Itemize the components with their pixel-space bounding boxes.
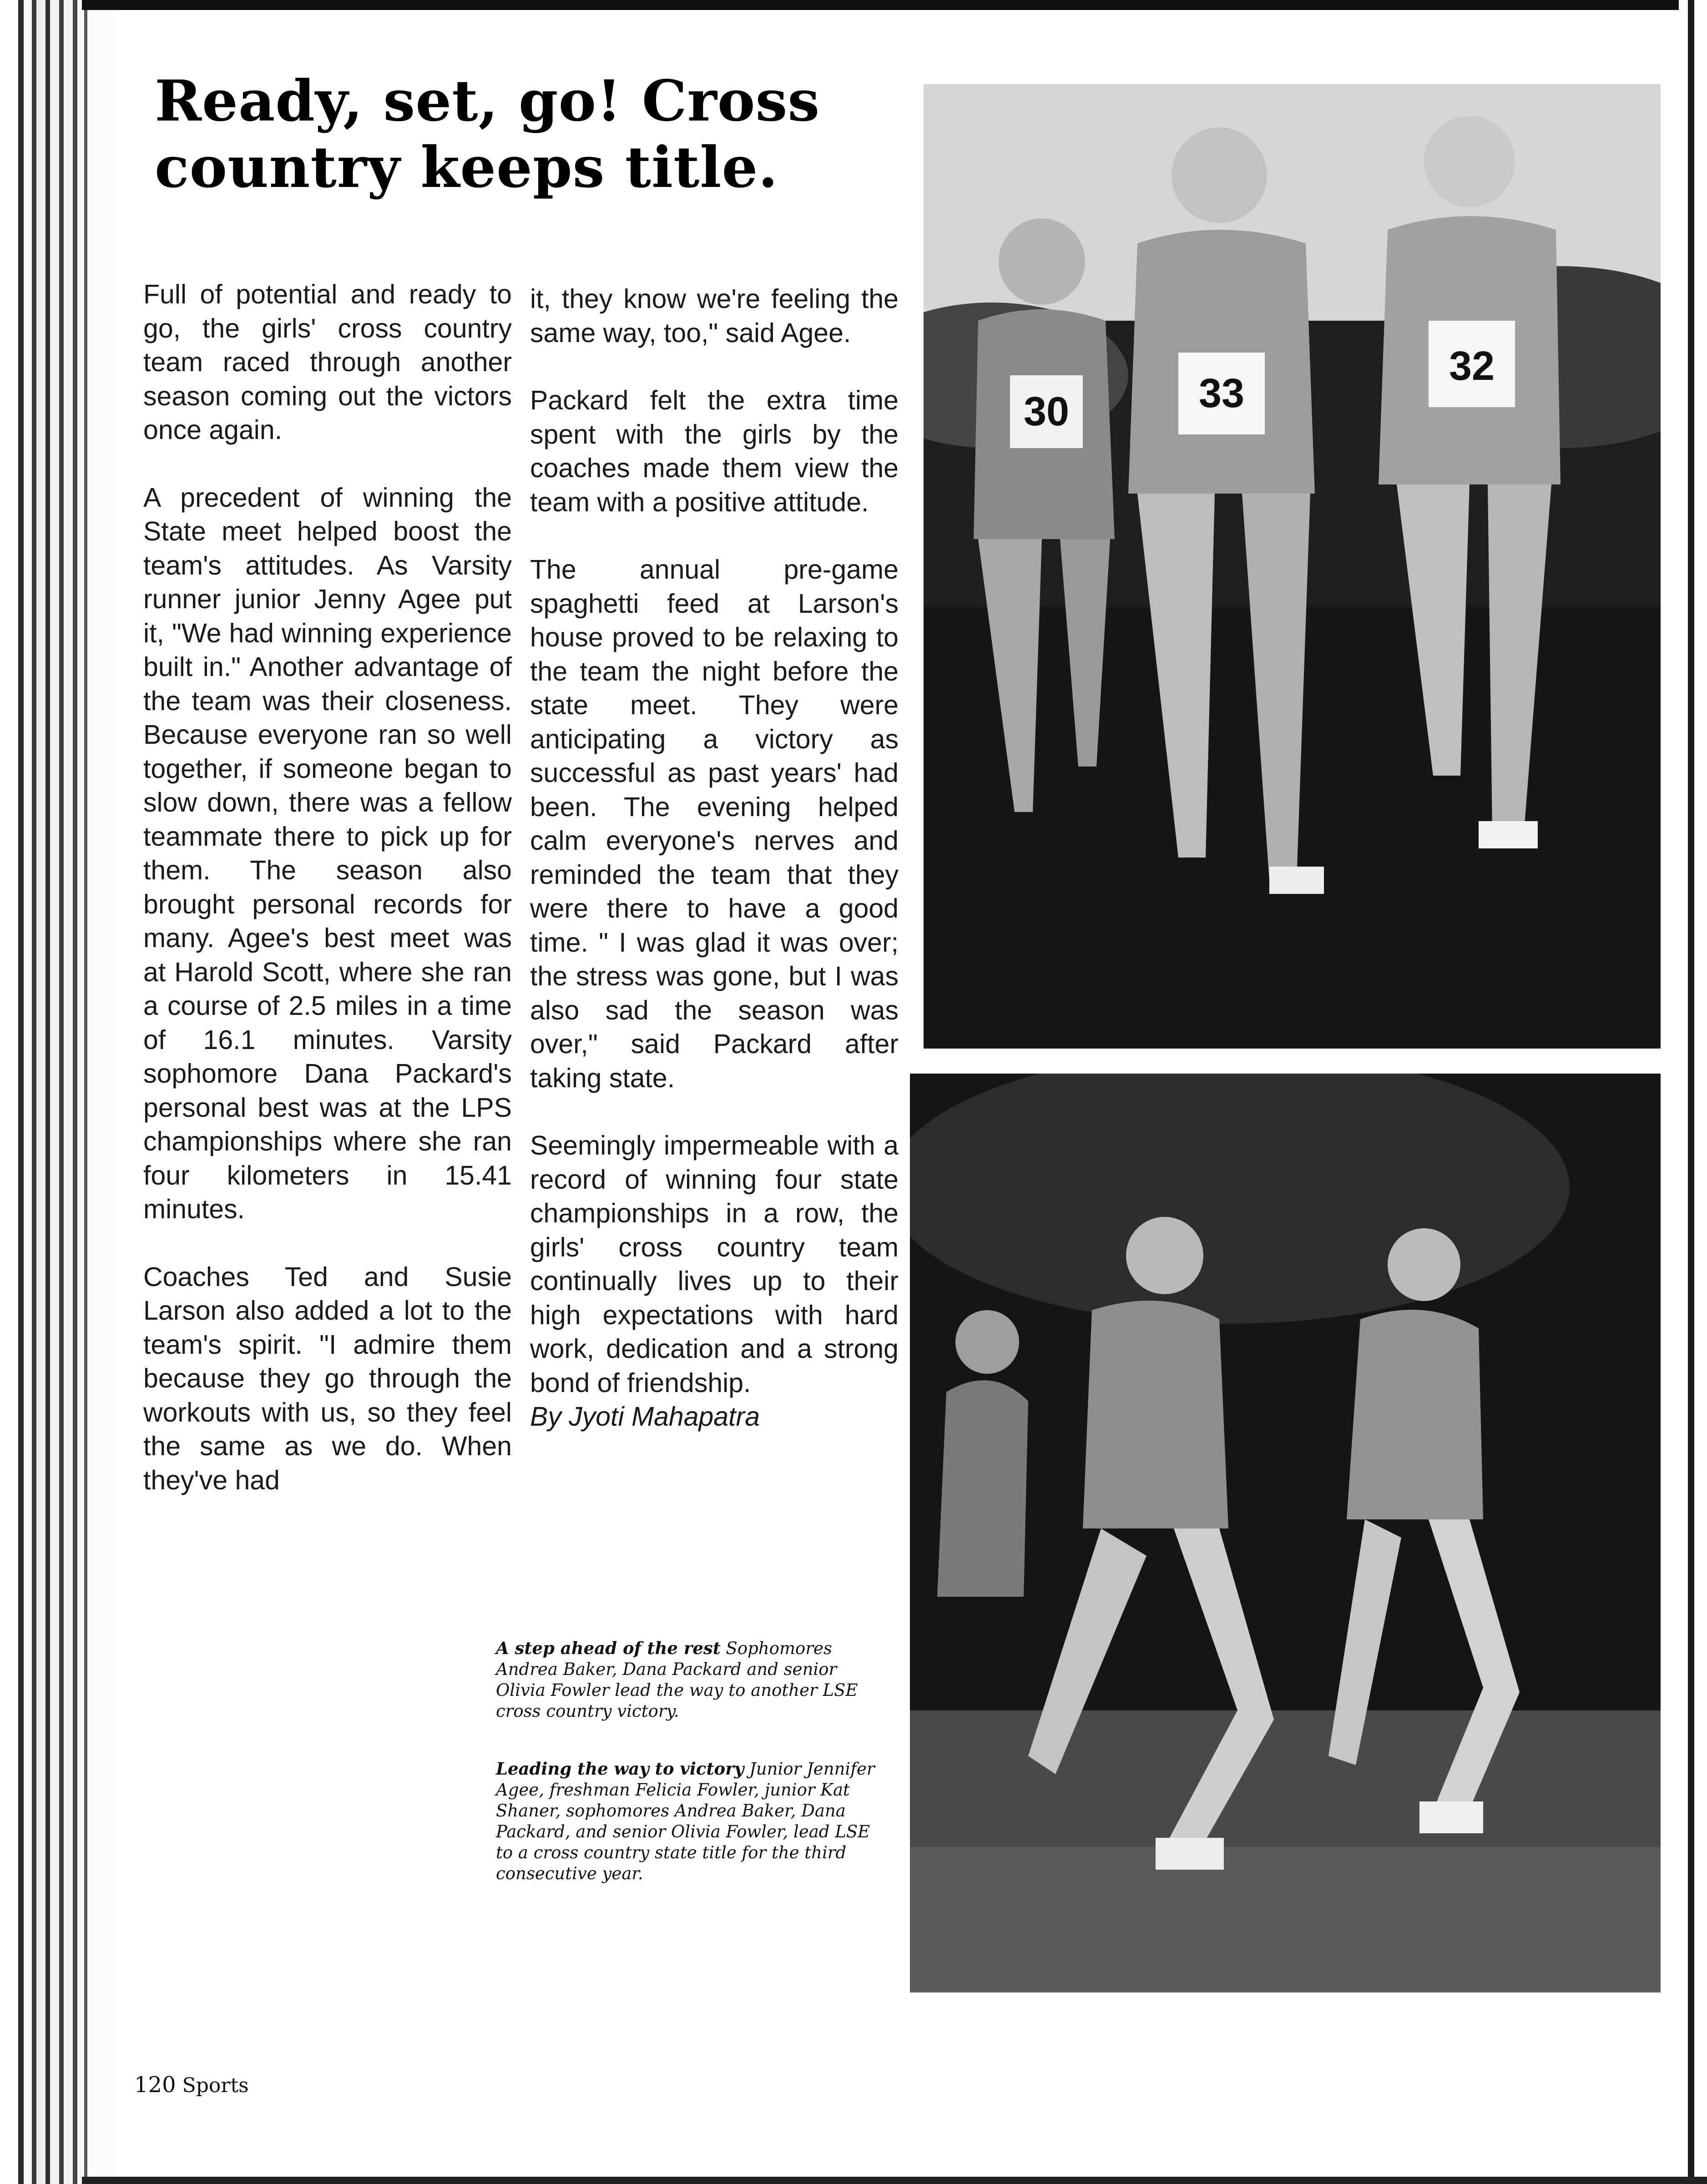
bottom-border xyxy=(82,2177,1707,2184)
photo-runners-leading-image xyxy=(924,84,1661,1049)
caption-lead: A step ahead of the rest xyxy=(496,1638,721,1658)
book-binding-edge xyxy=(0,0,114,2184)
photo-caption-1 xyxy=(496,1638,887,1722)
caption-text: Sophomores Andrea Baker, Dana Packard and senior Olivia Fowler lead the way to another LSE cross country victory. xyxy=(496,1639,858,1721)
photo-runners-pack-image xyxy=(910,1074,1661,1992)
headline: Ready, set, go! Cross country keeps title. xyxy=(155,68,820,201)
right-page-edge xyxy=(1679,0,1707,2184)
photo-runners-leading xyxy=(924,84,1661,1049)
article-paragraph: Coaches Ted and Susie Larson also added a lot to the team's spirit. "I admire them because they go through the workouts with us, so they feel the same as we do. When they've had xyxy=(143,1261,512,1495)
article-paragraph: Full of potential and ready to go, the girls' cross country team raced through another season coming out the victors once again. xyxy=(143,279,512,445)
article-paragraph: Packard felt the extra time spent with the girls by the coaches made them view the team with a positive attitude. xyxy=(530,385,899,517)
bib-number-middle: 33 xyxy=(1198,371,1245,416)
caption-text: Junior Jennifer Agee, freshman Felicia Fowler, junior Kat Shaner, sophomores Andrea Baker, Dana Packard, and senior Olivia Fowler, lead LSE to a cross country state title for the third consecutive year. xyxy=(496,1759,875,1883)
article-paragraph: Seemingly impermeable with a record of winning four state championships in a row, the girls' cross country team continually lives up to their high expectations with hard work, dedication and a strong bond of friendship. xyxy=(530,1130,899,1398)
article-paragraph: it, they know we're feeling the same way, too," said Agee. xyxy=(530,284,899,348)
photo-runners-pack xyxy=(910,1074,1661,1992)
bib-number-right: 32 xyxy=(1449,343,1495,389)
photo-caption-2 xyxy=(496,1758,887,1884)
section-name: Sports xyxy=(182,2074,249,2097)
page-folio xyxy=(134,2072,249,2098)
page-number: 120 xyxy=(134,2072,176,2098)
article-column-left xyxy=(143,277,512,1531)
article-paragraph: The annual pre-game spaghetti feed at Larson's house proved to be relaxing to the team the night before the state meet. They were anticipating a victory as successful as past years' had been. The evening helped calm everyone's nerves and reminded the team that they were there to have a good time. " I was glad it was over; the stress was gone, but I was also sad the season was over," said Packard after taking state. xyxy=(530,555,899,1093)
top-border xyxy=(82,0,1707,10)
byline: By Jyoti Mahapatra xyxy=(530,1402,760,1432)
article-column-right xyxy=(530,282,899,1434)
article-paragraph: A precedent of winning the State meet helped boost the team's attitudes. As Varsity runner junior Jenny Agee put it, "We had winning experience built in." Another advantage of the team was their closeness. Because everyone ran so well together, if someone began to slow down, there was a fellow teammate there to pick up for them. The season also brought personal records for many. Agee's best meet was at Harold Scott, where she ran a course of 2.5 miles in a time of 16.1 minutes. Varsity sophomore Dana Packard's personal best was at the LPS championships where she ran four kilometers in 15.41 minutes. xyxy=(143,482,512,1224)
caption-lead: Leading the way to victory xyxy=(496,1759,744,1779)
bib-number-left: 30 xyxy=(1023,389,1070,434)
